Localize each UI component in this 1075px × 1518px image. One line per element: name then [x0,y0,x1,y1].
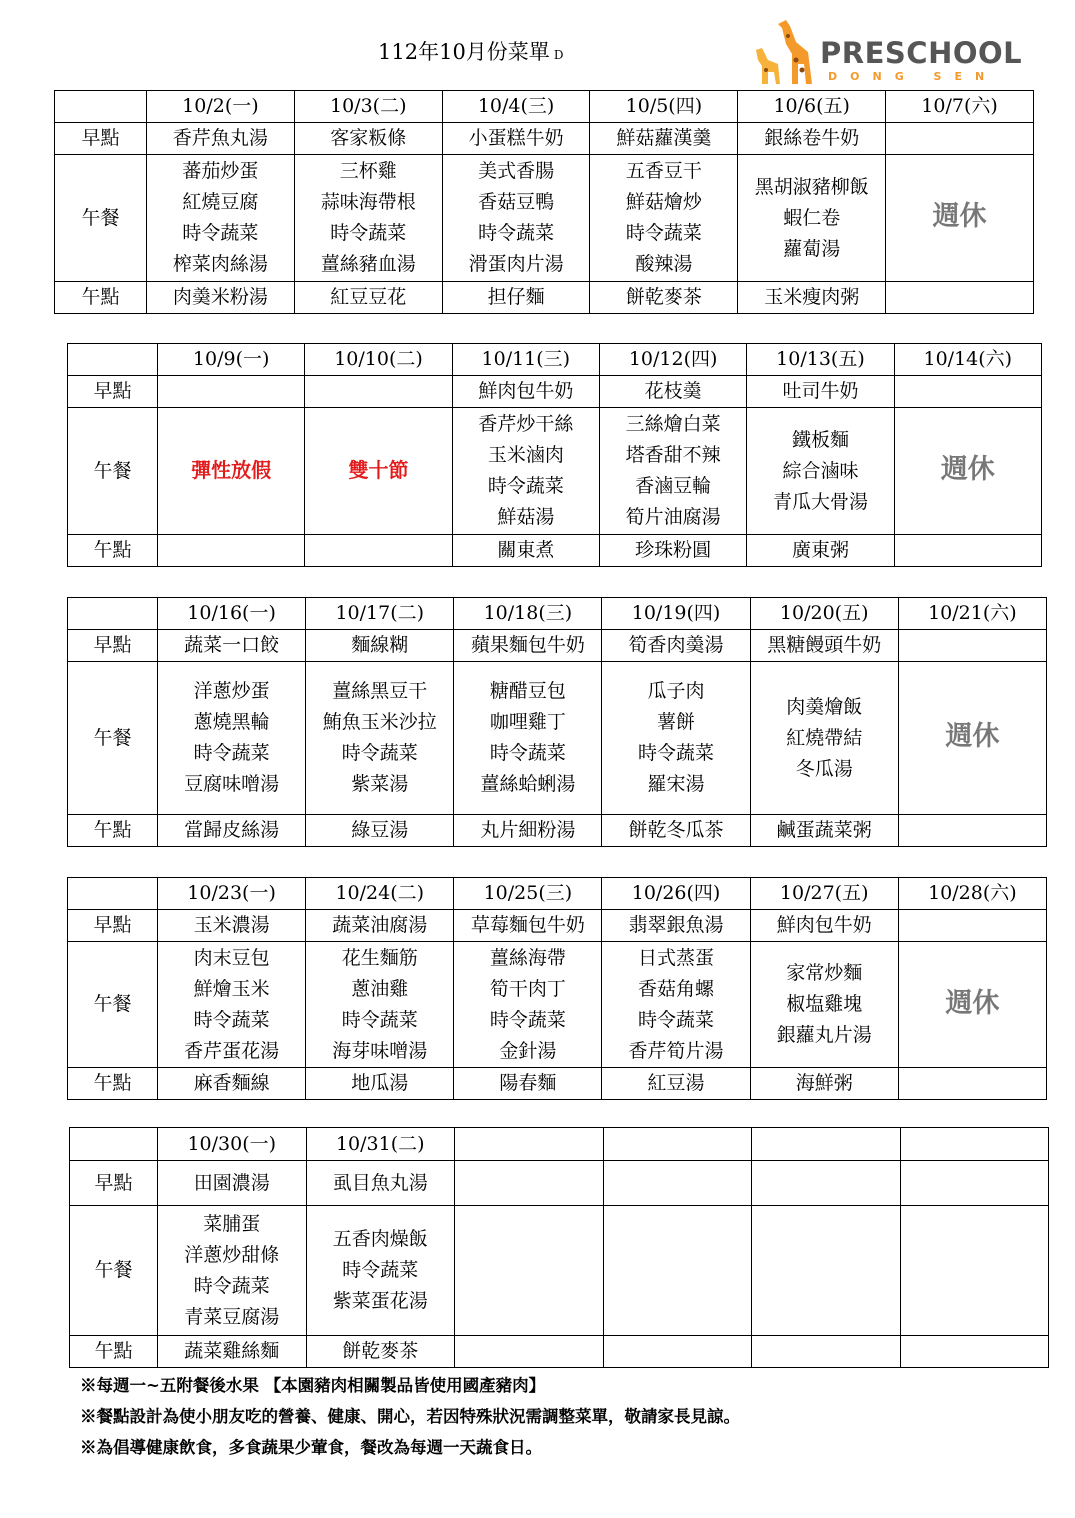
header-corner [68,598,158,630]
breakfast-cell: 田園濃湯 [158,1161,307,1206]
breakfast-cell: 黑糖饅頭牛奶 [750,630,898,662]
date-cell: 10/30(一) [158,1128,307,1161]
breakfast-cell [894,376,1041,408]
date-cell: 10/3(二) [294,91,442,123]
lunch-dish: 糖醋豆包 [489,680,566,702]
row-label-snack: 午點 [68,815,158,847]
lunch-cell [158,942,306,1068]
breakfast-cell [305,376,452,408]
lunch-dish: 日式蒸蛋 [638,946,715,969]
lunch-cell [750,942,898,1068]
date-cell: 10/27(五) [750,878,898,910]
snack-cell: 担仔麵 [442,282,590,314]
note-line: ※每週一~五附餐後水果 【本園豬肉相關製品皆使用國產豬肉】 [80,1376,546,1395]
lunch-cell [454,942,602,1068]
breakfast-cell: 草莓麵包牛奶 [454,910,602,942]
breakfast-cell: 翡翠銀魚湯 [602,910,750,942]
breakfast-cell: 蔬菜一口餃 [158,630,306,662]
page-title-text: 112年10月份菜單 [378,40,550,64]
lunch-dish: 香菇角螺 [638,977,715,1000]
date-cell: 10/28(六) [898,878,1046,910]
lunch-cell [599,408,746,535]
holiday-label: 雙十節 [348,458,409,482]
lunch-dish: 蒜味海帶根 [320,191,416,213]
lunch-dish: 金針湯 [499,1039,557,1062]
lunch-cell [306,942,454,1068]
lunch-cell [158,1206,307,1336]
breakfast-cell: 鮮肉包牛奶 [452,376,599,408]
closed-label: 週休 [945,987,1000,1019]
lunch-dish: 時令蔬菜 [487,475,564,497]
snack-cell: 丸片細粉湯 [454,815,602,847]
breakfast-cell [898,630,1046,662]
lunch-dish: 薑絲豬血湯 [320,253,416,275]
lunch-dish: 塔香甜不辣 [625,444,721,466]
row-label-breakfast: 早點 [70,1161,158,1206]
breakfast-cell: 吐司牛奶 [747,376,894,408]
row-label-lunch: 午餐 [70,1206,158,1336]
row-label-breakfast: 早點 [68,910,158,942]
date-cell: 10/7(六) [886,91,1034,123]
lunch-cell [452,408,599,535]
date-cell: 10/12(四) [599,344,746,376]
breakfast-cell [898,910,1046,942]
note-line: ※餐點設計為使小朋友吃的營養、健康、開心，若因特殊狀況需調整菜單，敬請家長見諒。 [80,1407,740,1426]
date-cell: 10/23(一) [158,878,306,910]
date-cell: 10/2(一) [147,91,295,123]
breakfast-cell: 筍香肉羮湯 [602,630,750,662]
snack-cell: 地瓜湯 [306,1068,454,1100]
week-table [67,343,1042,567]
snack-cell: 麻香麵線 [158,1068,306,1100]
snack-cell: 肉羮米粉湯 [147,282,295,314]
lunch-dish: 玉米滷肉 [487,444,564,466]
lunch-dish: 時令蔬菜 [193,742,270,764]
snack-cell: 當歸皮絲湯 [158,815,306,847]
lunch-dish: 花生麵筋 [341,946,418,969]
date-cell: 10/31(二) [306,1128,455,1161]
snack-cell: 餅乾冬瓜茶 [602,815,750,847]
lunch-dish: 紅燒豆腐 [182,191,259,213]
lunch-dish: 香滷豆輪 [635,475,712,497]
lunch-dish: 瓜子肉 [647,680,705,702]
snack-cell: 玉米瘦肉粥 [738,282,886,314]
lunch-dish: 鮮菇湯 [497,506,555,528]
snack-cell: 陽春麵 [454,1068,602,1100]
lunch-dish: 鮮菇燴炒 [625,191,702,213]
breakfast-cell [603,1161,752,1206]
lunch-cell [454,662,602,815]
breakfast-cell [886,123,1034,155]
lunch-cell [158,408,305,535]
lunch-dish: 豆腐味噌湯 [184,773,280,795]
preschool-logo [752,14,1027,88]
lunch-cell [442,155,590,282]
lunch-dish: 蔥燒黑輪 [193,711,270,733]
breakfast-cell: 鮮菇蘿漢羹 [590,123,738,155]
lunch-dish: 五香豆干 [625,160,702,182]
lunch-dish: 薑絲蛤蜊湯 [480,773,576,795]
notes [80,1370,740,1463]
snack-cell [900,1336,1049,1368]
lunch-dish: 蘿蔔湯 [783,237,841,260]
lunch-dish: 五香肉燥飯 [332,1228,428,1250]
closed-label: 週休 [940,454,995,485]
breakfast-cell: 麵線糊 [306,630,454,662]
snack-cell: 廣東粥 [747,535,894,567]
lunch-dish: 紅燒帶結 [786,726,863,749]
row-label-snack: 午點 [68,535,158,567]
lunch-cell [305,408,452,535]
breakfast-cell [900,1161,1049,1206]
lunch-dish: 羅宋湯 [647,773,705,795]
snack-cell [305,535,452,567]
date-cell: 10/5(四) [590,91,738,123]
closed-label: 週休 [945,721,1000,752]
snack-cell: 關東煮 [452,535,599,567]
lunch-dish: 蔥油雞 [351,977,409,1000]
snack-cell [898,815,1046,847]
lunch-cell [602,662,750,815]
lunch-cell [306,1206,455,1336]
lunch-dish: 時令蔬菜 [182,222,259,244]
snack-cell: 鹹蛋蔬菜粥 [750,815,898,847]
lunch-dish: 咖哩雞丁 [489,711,566,733]
row-label-snack: 午點 [68,1068,158,1100]
lunch-dish: 家常炒麵 [786,962,863,984]
lunch-dish: 椒塩雞塊 [786,993,863,1015]
date-cell: 10/18(三) [454,598,602,630]
lunch-cell [750,662,898,815]
lunch-dish: 筍片油腐湯 [625,506,721,528]
snack-cell: 紅豆湯 [602,1068,750,1100]
row-label-snack: 午點 [55,282,147,314]
page-title [378,36,563,66]
breakfast-cell [752,1161,901,1206]
lunch-dish: 冬瓜湯 [795,757,853,780]
lunch-dish: 香芹筍片湯 [628,1039,724,1062]
logo-word: PRESCHOOL [820,36,1023,70]
lunch-cell [894,408,1041,535]
date-cell: 10/13(五) [747,344,894,376]
lunch-cell [306,662,454,815]
lunch-dish: 時令蔬菜 [625,222,702,244]
header-corner [70,1128,158,1161]
breakfast-cell: 香芹魚丸湯 [147,123,295,155]
page-title-suffix: D [553,48,564,62]
lunch-dish: 滑蛋肉片湯 [468,253,564,275]
lunch-dish: 薑絲黑豆干 [332,680,428,702]
logo-sub: DONG SEN [828,70,998,83]
breakfast-cell: 蔬菜油腐湯 [306,910,454,942]
breakfast-cell: 花枝羮 [599,376,746,408]
lunch-dish: 時令蔬菜 [341,1008,418,1031]
lunch-dish: 蝦仁卷 [783,206,841,229]
lunch-dish: 時令蔬菜 [478,222,555,244]
snack-cell: 蔬菜雞絲麵 [158,1336,307,1368]
row-label-breakfast: 早點 [68,630,158,662]
lunch-dish: 青菜豆腐湯 [184,1305,280,1328]
lunch-dish: 綜合滷味 [782,459,859,482]
lunch-dish: 肉末豆包 [193,946,270,969]
date-cell: 10/25(三) [454,878,602,910]
snack-cell: 餅乾麥茶 [590,282,738,314]
week-table [69,1127,1049,1368]
date-cell: 10/20(五) [750,598,898,630]
row-label-breakfast: 早點 [68,376,158,408]
row-label-lunch: 午餐 [68,942,158,1068]
date-cell [900,1128,1049,1161]
lunch-cell [747,408,894,535]
date-cell: 10/4(三) [442,91,590,123]
date-cell [603,1128,752,1161]
date-cell: 10/19(四) [602,598,750,630]
lunch-dish: 時令蔬菜 [193,1274,270,1297]
row-label-snack: 午點 [70,1336,158,1368]
date-cell [752,1128,901,1161]
snack-cell [894,535,1041,567]
lunch-dish: 時令蔬菜 [330,222,407,244]
row-label-lunch: 午餐 [55,155,147,282]
snack-cell [752,1336,901,1368]
lunch-cell [294,155,442,282]
date-cell: 10/14(六) [894,344,1041,376]
breakfast-cell: 玉米濃湯 [158,910,306,942]
lunch-dish: 時令蔬菜 [193,1008,270,1031]
breakfast-cell: 客家粄條 [294,123,442,155]
lunch-dish: 紫菜蛋花湯 [332,1290,428,1312]
lunch-cell [603,1206,752,1336]
date-cell: 10/10(二) [305,344,452,376]
breakfast-cell: 銀絲卷牛奶 [738,123,886,155]
lunch-dish: 薑絲海帶 [489,946,566,969]
lunch-dish: 酸辣湯 [635,253,693,275]
header-corner [55,91,147,123]
lunch-dish: 肉羮燴飯 [786,695,863,718]
giraffe-icon [752,14,824,88]
lunch-dish: 筍干肉丁 [489,977,566,1000]
snack-cell: 紅豆豆花 [294,282,442,314]
lunch-dish: 榨菜肉絲湯 [172,253,268,275]
snack-cell: 餅乾麥茶 [306,1336,455,1368]
breakfast-cell: 鮮肉包牛奶 [750,910,898,942]
lunch-dish: 鮮燴玉米 [193,977,270,1000]
lunch-dish: 時令蔬菜 [489,742,566,764]
snack-cell: 綠豆湯 [306,815,454,847]
header-corner [68,878,158,910]
row-label-breakfast: 早點 [55,123,147,155]
lunch-dish: 菜脯蛋 [203,1212,261,1235]
breakfast-cell: 蘋果麵包牛奶 [454,630,602,662]
lunch-dish: 鮪魚玉米沙拉 [322,711,437,733]
lunch-dish: 紫菜湯 [351,773,409,795]
note-line: ※為倡導健康飲食，多食蔬果少葷食，餐改為每週一天蔬食日。 [80,1438,542,1457]
lunch-dish: 黑胡淑豬柳飯 [754,175,869,198]
date-cell: 10/17(二) [306,598,454,630]
lunch-dish: 香芹蛋花湯 [184,1039,280,1062]
date-cell: 10/26(四) [602,878,750,910]
week-table [67,877,1047,1100]
row-label-lunch: 午餐 [68,408,158,535]
lunch-dish: 時令蔬菜 [341,742,418,764]
lunch-dish: 香菇豆鴨 [478,191,555,213]
row-label-lunch: 午餐 [68,662,158,815]
breakfast-cell: 小蛋糕牛奶 [442,123,590,155]
snack-cell [898,1068,1046,1100]
date-cell: 10/9(一) [158,344,305,376]
lunch-cell [898,942,1046,1068]
lunch-cell [602,942,750,1068]
date-cell [455,1128,604,1161]
snack-cell [455,1336,604,1368]
lunch-cell [158,662,306,815]
snack-cell: 珍珠粉圓 [599,535,746,567]
lunch-cell [898,662,1046,815]
lunch-dish: 時令蔬菜 [342,1259,419,1281]
week-table [67,597,1047,847]
snack-cell [158,535,305,567]
date-cell: 10/16(一) [158,598,306,630]
holiday-label: 彈性放假 [191,458,272,482]
week-table [54,90,1034,314]
breakfast-cell: 虱目魚丸湯 [306,1161,455,1206]
lunch-dish: 時令蔬菜 [489,1008,566,1031]
lunch-dish: 銀蘿丸片湯 [776,1024,872,1046]
snack-cell [603,1336,752,1368]
lunch-cell [900,1206,1049,1336]
header-corner [68,344,158,376]
lunch-cell [738,155,886,282]
lunch-dish: 香芹炒干絲 [478,413,574,435]
date-cell: 10/21(六) [898,598,1046,630]
lunch-cell [590,155,738,282]
lunch-dish: 蕃茄炒蛋 [182,160,259,182]
lunch-dish: 三絲燴白菜 [625,413,721,435]
date-cell: 10/6(五) [738,91,886,123]
lunch-cell [752,1206,901,1336]
breakfast-cell [158,376,305,408]
closed-label: 週休 [932,201,987,232]
lunch-dish: 洋蔥炒甜條 [184,1243,280,1266]
lunch-dish: 青瓜大骨湯 [772,490,868,513]
lunch-dish: 時令蔬菜 [638,1008,715,1031]
lunch-dish: 時令蔬菜 [638,742,715,764]
lunch-dish: 鐵板麵 [791,428,849,451]
breakfast-cell [455,1161,604,1206]
date-cell: 10/24(二) [306,878,454,910]
snack-cell [886,282,1034,314]
date-cell: 10/11(三) [452,344,599,376]
snack-cell: 海鮮粥 [750,1068,898,1100]
lunch-dish: 薯餅 [657,711,696,733]
lunch-cell [886,155,1034,282]
lunch-dish: 美式香腸 [478,160,555,182]
lunch-dish: 海芽味噌湯 [332,1039,428,1062]
lunch-dish: 洋蔥炒蛋 [193,680,270,702]
lunch-cell [147,155,295,282]
lunch-cell [455,1206,604,1336]
lunch-dish: 三杯雞 [339,160,397,182]
